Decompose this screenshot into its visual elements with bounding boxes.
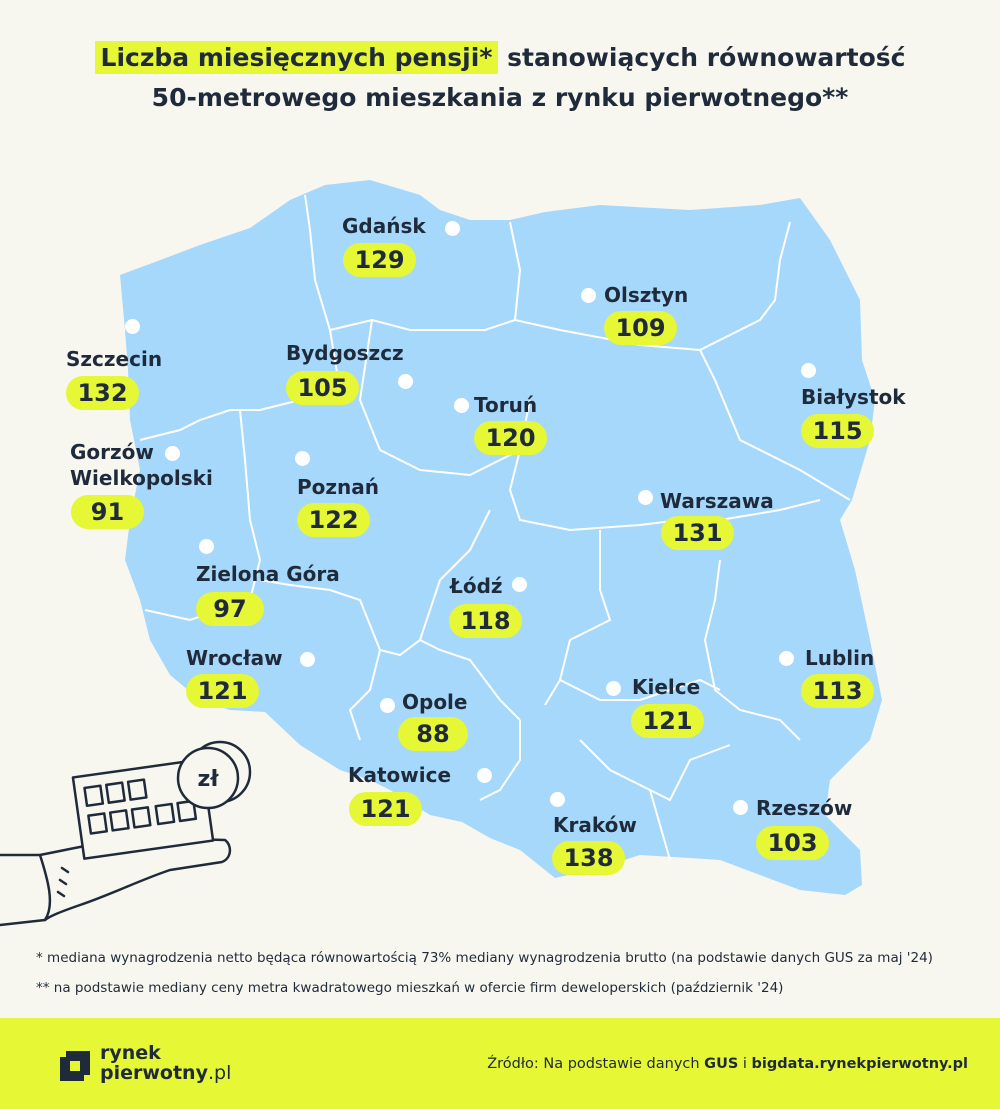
city-name: Rzeszów [756, 796, 853, 820]
city-value-badge: 105 [286, 371, 359, 405]
city-dot [199, 539, 214, 554]
city-value-badge: 97 [196, 592, 264, 626]
city-dot [398, 374, 413, 389]
city-dot [779, 651, 794, 666]
city-dot [165, 446, 180, 461]
city-value-badge: 129 [343, 243, 416, 277]
sleeve-cuff [40, 855, 50, 920]
city-name-line2: Wielkopolski [70, 466, 213, 490]
city-name: Olsztyn [604, 283, 689, 307]
city-dot [445, 221, 460, 236]
city-dot [581, 288, 596, 303]
city-value-badge: 115 [801, 414, 874, 448]
city-value-badge: 132 [66, 376, 139, 410]
title-highlight: Liczba miesięcznych pensji* [95, 41, 499, 74]
city-value-badge: 138 [552, 841, 625, 875]
city-value-badge: 120 [474, 421, 547, 455]
page-title [0, 38, 1000, 118]
city-name: Warszawa [660, 489, 774, 513]
city-dot [550, 792, 565, 807]
city-dot [454, 398, 469, 413]
city-value-badge: 122 [297, 503, 370, 537]
source-text [487, 1056, 968, 1072]
city-name: Kielce [632, 675, 701, 699]
city-dot [477, 768, 492, 783]
city-value-badge: 103 [756, 826, 829, 860]
logo-line1: rynek [100, 1042, 161, 1064]
footer-bar [0, 1018, 1000, 1109]
city-name: Gorzów [70, 440, 154, 464]
city-name: Szczecin [66, 347, 163, 371]
city-value-badge: 109 [604, 311, 677, 345]
city-dot [801, 363, 816, 378]
city-value-badge: 121 [631, 704, 704, 738]
city-name: Toruń [474, 393, 538, 417]
city-name: Katowice [348, 763, 452, 787]
city-dot [733, 800, 748, 815]
source-prefix: Źródło: Na podstawie danych [487, 1056, 705, 1072]
footnote-price: ** na podstawie mediany ceny metra kwadratowego mieszkań w ofercie firm deweloperskich (październik '24) [36, 980, 784, 996]
city-value-badge: 131 [661, 516, 734, 550]
city-name: Poznań [297, 475, 380, 499]
city-name: Bydgoszcz [286, 341, 404, 365]
city-dot [606, 681, 621, 696]
city-value-badge: 113 [801, 674, 874, 708]
city-name: Łódź [450, 574, 503, 598]
city-name: Białystok [801, 385, 906, 409]
city-name: Opole [402, 690, 468, 714]
city-name: Wrocław [186, 646, 283, 670]
source-site-link[interactable]: bigdata.rynekpierwotny.pl [751, 1056, 968, 1072]
city-dot [295, 451, 310, 466]
logo-line2: pierwotny [100, 1062, 208, 1084]
footnote-salary: * mediana wynagrodzenia netto będąca równowartością 73% mediany wynagrodzenia brutto (na podstawie danych GUS za maj '24) [36, 950, 933, 966]
title-line1-rest: stanowiących równowartość [498, 43, 906, 72]
city-value-badge: 121 [186, 674, 259, 708]
source-gus: GUS [704, 1056, 739, 1072]
logo-icon [58, 1049, 92, 1083]
city-dot [638, 490, 653, 505]
source-mid: i [738, 1056, 752, 1072]
coin-label: zł [197, 767, 219, 792]
city-value-badge: 91 [71, 495, 144, 529]
city-name: Lublin [805, 646, 875, 670]
city-dot [125, 319, 140, 334]
city-dot [512, 577, 527, 592]
city-name: Kraków [553, 813, 637, 837]
title-line2: 50-metrowego mieszkania z rynku pierwotnego** [151, 83, 849, 112]
city-name: Gdańsk [342, 214, 426, 238]
logo-suffix: .pl [207, 1062, 232, 1084]
logo-text[interactable] [100, 1043, 231, 1083]
city-dot [300, 652, 315, 667]
city-name: Zielona Góra [196, 562, 340, 586]
city-dot [380, 698, 395, 713]
city-value-badge: 118 [449, 604, 522, 638]
city-value-badge: 121 [349, 792, 422, 826]
city-value-badge: 88 [398, 717, 468, 751]
